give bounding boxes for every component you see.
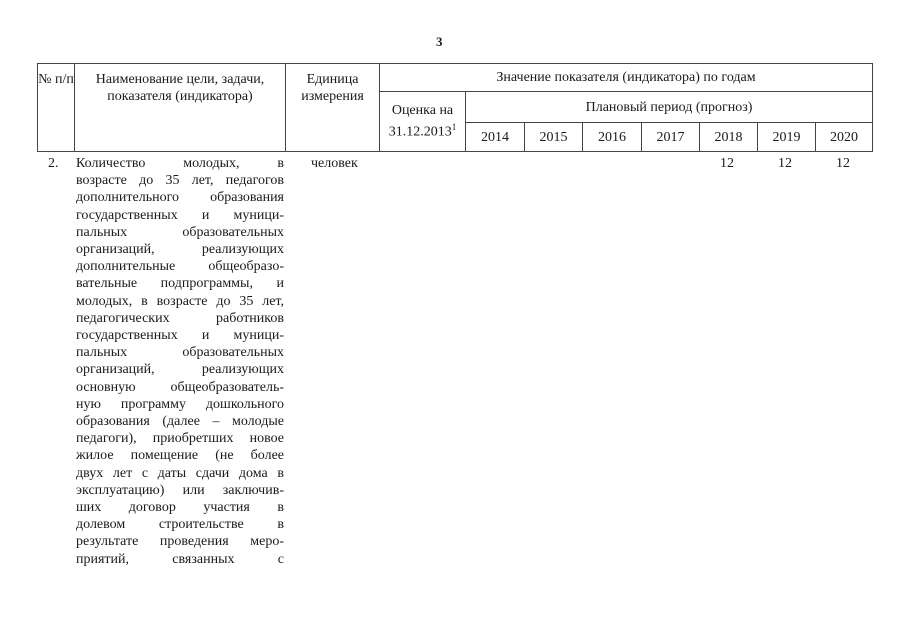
row-name-line: вательные подпрограммы, и bbox=[76, 276, 284, 292]
row-value-2019: 12 bbox=[778, 156, 792, 171]
header-year-2020: 2020 bbox=[816, 123, 873, 152]
row-name-line: эксплуатацию) или заключив- bbox=[76, 482, 284, 498]
row-name-line: дополнительные общеобразо- bbox=[76, 259, 284, 275]
row-name-line: молодых, в возрасте до 35 лет, bbox=[76, 293, 284, 309]
header-estimate-footnote: 1 bbox=[451, 122, 457, 133]
row-name-line: Количество молодых, в bbox=[76, 156, 284, 171]
indicator-table-header bbox=[37, 63, 873, 152]
row-name-line: пальных образовательных bbox=[76, 345, 284, 361]
header-year-2014: 2014 bbox=[466, 123, 525, 152]
row-name-line: ших договор участия в bbox=[76, 500, 284, 516]
header-year-2017: 2017 bbox=[642, 123, 700, 152]
header-plan-period: Плановый период (прогноз) bbox=[466, 92, 873, 123]
header-year-2018: 2018 bbox=[700, 123, 758, 152]
row-name-line: организаций, реализующих bbox=[76, 362, 284, 378]
header-estimate bbox=[380, 92, 466, 152]
header-num: № п/п bbox=[38, 64, 75, 152]
header-name: Наименование цели, задачи, показателя (индикатора) bbox=[75, 64, 286, 152]
row-name-line: дополнительного образования bbox=[76, 190, 284, 206]
row-name-line: долевом строительстве в bbox=[76, 517, 284, 533]
row-name bbox=[76, 155, 284, 568]
row-name-line: результате проведения меро- bbox=[76, 534, 284, 550]
row-name-line: пальных образовательных bbox=[76, 224, 284, 240]
header-year-2019: 2019 bbox=[758, 123, 816, 152]
row-unit: человек bbox=[311, 156, 358, 171]
row-name-line: государственных и муници- bbox=[76, 207, 284, 223]
row-name-line: государственных и муници- bbox=[76, 328, 284, 344]
header-unit: Единица измерения bbox=[286, 64, 380, 152]
row-name-line: возрасте до 35 лет, педагогов bbox=[76, 173, 284, 189]
header-values-group: Значение показателя (индикатора) по годам bbox=[380, 64, 873, 92]
page-number: 3 bbox=[436, 34, 443, 49]
row-name-line: приятий, связанных с bbox=[76, 551, 284, 567]
header-year-2015: 2015 bbox=[525, 123, 583, 152]
row-name-line: двух лет с даты сдачи дома в bbox=[76, 465, 284, 481]
row-name-line: организаций, реализующих bbox=[76, 242, 284, 258]
row-name-line: педагоги), приобретших новое bbox=[76, 431, 284, 447]
header-estimate-text: Оценка на 31.12.2013 bbox=[388, 103, 454, 140]
row-name-line: основную общеобразователь- bbox=[76, 379, 284, 395]
row-name-line: жилое помещение (не более bbox=[76, 448, 284, 464]
row-value-2018: 12 bbox=[720, 156, 734, 171]
row-name-line: педагогических работников bbox=[76, 310, 284, 326]
row-value-2020: 12 bbox=[836, 156, 850, 171]
row-name-line: образования (далее – молодые bbox=[76, 414, 284, 430]
row-name-line: ную программу дошкольного bbox=[76, 396, 284, 412]
header-year-2016: 2016 bbox=[583, 123, 642, 152]
row-num: 2. bbox=[48, 156, 59, 171]
